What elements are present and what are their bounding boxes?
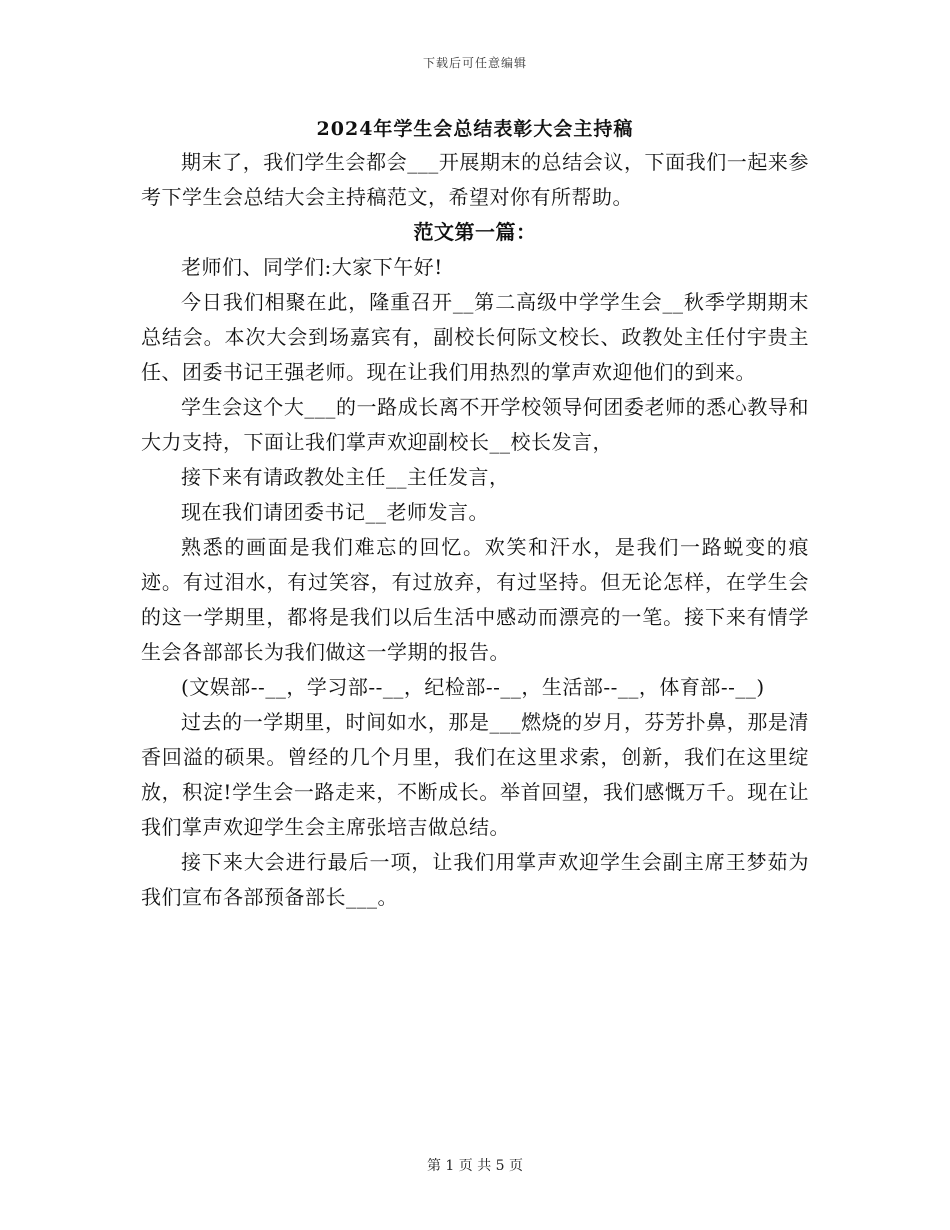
document-body [141,145,809,915]
document-title: 2024年学生会总结表彰大会主持稿 [316,118,634,140]
page-number-footer: 第 1 页 共 5 页 [426,1158,524,1174]
body-paragraph-final-item: 接下来大会进行最后一项，让我们用掌声欢迎学生会副主席王梦茹为我们宣布各部预备部长___。 [141,850,809,909]
body-paragraph-vice-principal: 学生会这个大___的一路成长离不开学校领导何团委老师的悉心教导和大力支持，下面让我们掌声欢迎副校长__校长发言， [141,395,809,454]
intro-paragraph: 期末了，我们学生会都会___开展期末的总结会议，下面我们一起来参考下学生会总结大会主持稿范文，希望对你有所帮助。 [141,150,809,209]
body-paragraph-greeting: 老师们、同学们:大家下午好! [181,255,443,279]
body-paragraph-departments: (文娱部--__，学习部--__，纪检部--__，生活部--__，体育部--__) [181,675,765,699]
body-paragraph-chairman: 过去的一学期里，时间如水，那是___燃烧的岁月，芬芳扑鼻，那是清香回溢的硕果。曾经的几个月里，我们在这里求索，创新，我们在这里绽放，积淀!学生会一路走来，不断成长。举首回望，我们感慨万千。现在让我们掌声欢迎学生会主席张培吉做总结。 [141,710,809,839]
body-paragraph-director: 接下来有请政教处主任__主任发言， [181,465,510,489]
body-paragraph-memories: 熟悉的画面是我们难忘的回忆。欢笑和汗水，是我们一路蜕变的痕迹。有过泪水，有过笑容，有过放弃，有过坚持。但无论怎样，在学生会的这一学期里，都将是我们以后生活中感动而漂亮的一笔。接下来有情学生会各部部长为我们做这一学期的报告。 [141,535,809,664]
body-paragraph-secretary: 现在我们请团委书记__老师发言。 [181,500,489,524]
header-note: 下载后可任意编辑 [422,56,527,70]
body-paragraph-opening: 今日我们相聚在此，隆重召开__第二高级中学学生会__秋季学期期末总结会。本次大会到场嘉宾有，副校长何际文校长、政教处主任付宇贵主任、团委书记王强老师。现在让我们用热烈的掌声欢迎他们的到来。 [141,290,809,384]
section-heading: 范文第一篇： [413,220,537,244]
